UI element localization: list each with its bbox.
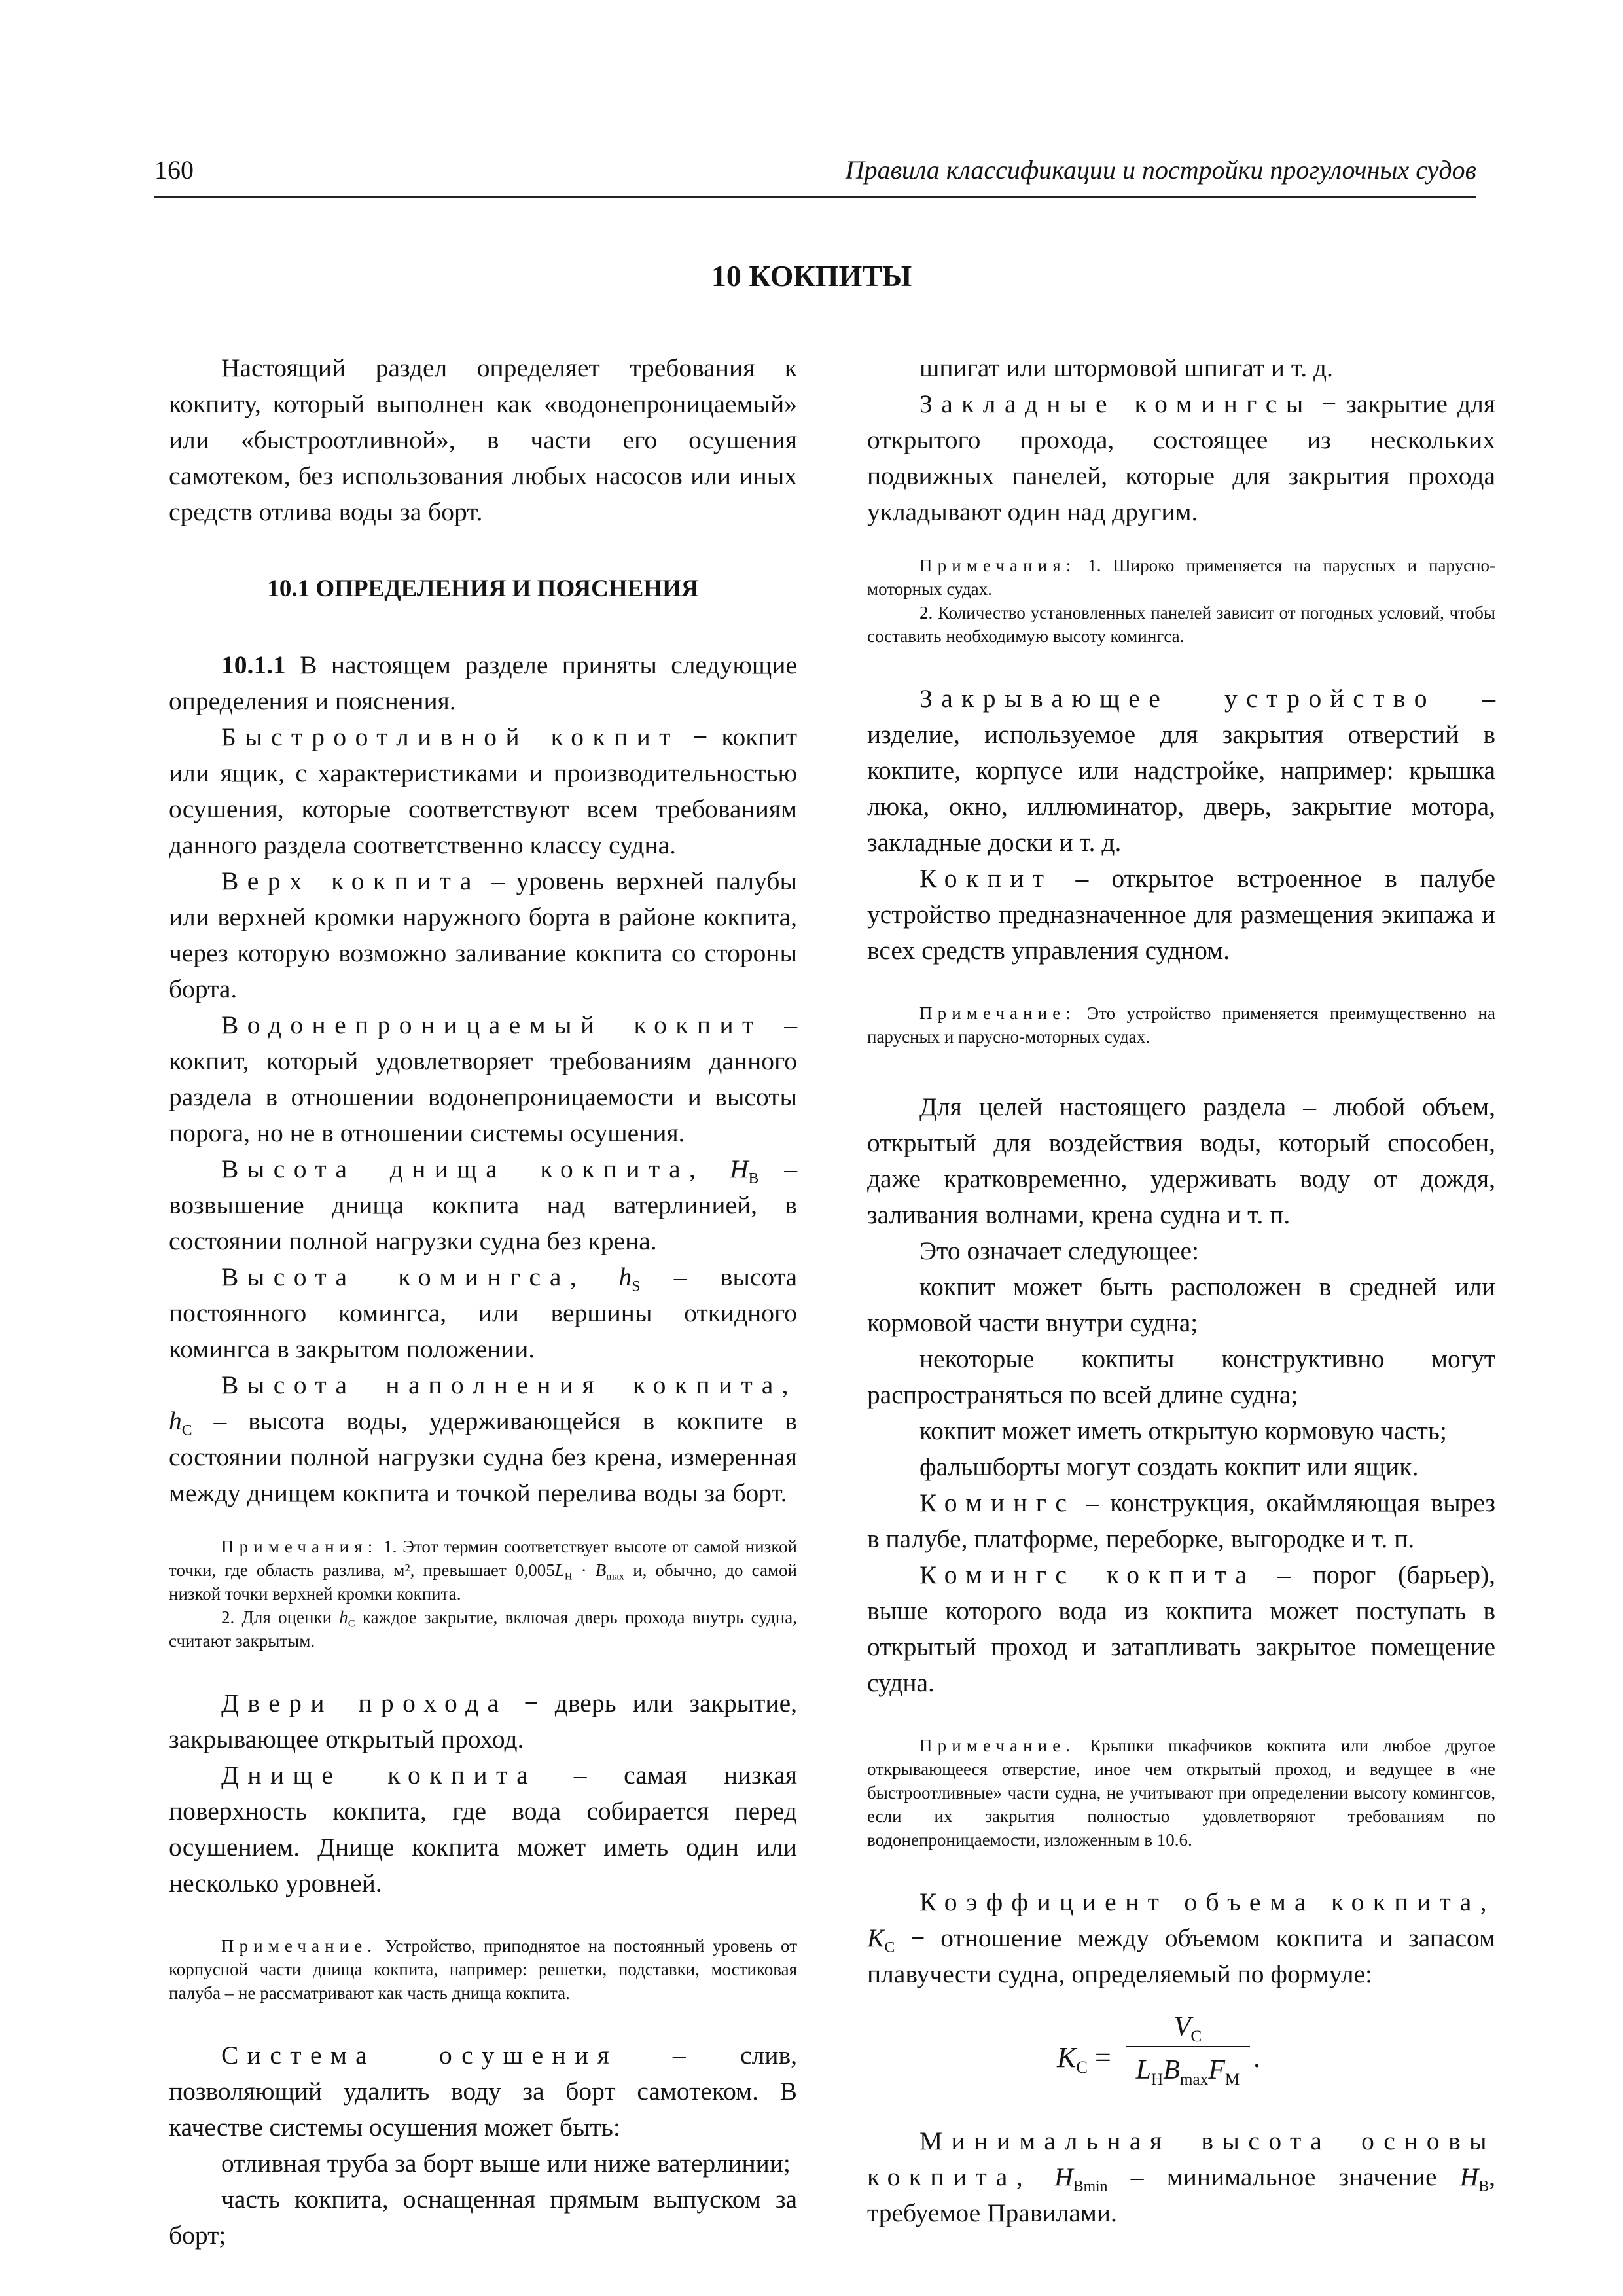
note-fill-height-1: Примечания: 1. Этот термин соответствует высоте от самой низкой точки, где область разлива, м², превышает $0,005L_Н \cdot B_{max}$ и, обычно, до самой низкой точки верхней кромки кокпита. xyxy=(169,1537,797,1604)
chapter-title: 10 КОКПИТЫ xyxy=(711,259,912,293)
term: Двери прохода xyxy=(221,1689,508,1717)
note-label: Примечания: xyxy=(221,1537,378,1556)
left-column xyxy=(169,350,797,2253)
term: Минимальная высота основы кокпита, xyxy=(867,2126,1495,2191)
page-header xyxy=(154,149,1476,198)
formula-fraction xyxy=(1126,2009,1250,2089)
symbol: $H_B$ xyxy=(730,1155,759,1187)
definition-fast-drain-cockpit: Быстроотливной кокпит − кокпит или ящик, с характеристиками и производительностью осушения, которые соответствуют всем требованиям данного раздела соответственно классу судна. xyxy=(169,723,797,859)
symbol: $H_{Bmin}$ xyxy=(1054,2162,1108,2195)
definition-insert-coamings: Закладные комингсы − закрытие для открытого прохода, состоящее из нескольких подвижных панелей, которые для закрытия прохода укладывают один над другим. xyxy=(867,389,1495,526)
term: Высота наполнения кокпита, xyxy=(221,1371,797,1399)
term: Закрывающее устройство xyxy=(919,684,1436,713)
note-cockpit-floor: Примечание. Устройство, приподнятое на постоянный уровень от корпусной части днища кокпита, например: решетки, подставки, мостиковая палуба – не рассматривают как часть днища кокпита. xyxy=(169,1936,797,2003)
right-column xyxy=(867,350,1495,2231)
list-item: некоторые кокпиты конструктивно могут распространяться по всей длине судна; xyxy=(867,1344,1495,1409)
note-label: Примечания: xyxy=(919,556,1077,575)
term: Комингс xyxy=(919,1488,1076,1517)
definition-cockpit-fill-height: Высота наполнения кокпита, $h_C$ – высота воды, удерживающейся в кокпите в состоянии полной нагрузки судна без крена, измеренная между днищем кокпита и точкой перелива воды за борт. xyxy=(169,1371,797,1507)
note-label: Примечание: xyxy=(919,1003,1076,1023)
term: Закладные комингсы xyxy=(919,389,1312,418)
term: Система осушения xyxy=(221,2041,618,2070)
note-cockpit: Примечание: Это устройство применяется преимущественно на парусных и парусно-моторных судах. xyxy=(867,1003,1495,1047)
list-item: часть кокпита, оснащенная прямым выпуском за борт; xyxy=(169,2185,797,2250)
definition-cockpit-top: Верх кокпита – уровень верхней палубы или верхней кромки наружного борта в районе кокпита, через которую возможно заливание кокпита со стороны борта. xyxy=(169,867,797,1003)
list-item: кокпит может иметь открытую кормовую часть; xyxy=(919,1416,1447,1445)
definition-closing-device: Закрывающее устройство – изделие, используемое для закрытия отверстий в кокпите, корпусе или надстройке, например: крышка люка, окно, иллюминатор, дверь, закрытие мотора, закладные доски и т. д. xyxy=(867,684,1495,857)
term: Коэффициент объема кокпита, xyxy=(919,1888,1495,1916)
section-title: 10.1 ОПРЕДЕЛЕНИЯ И ПОЯСНЕНИЯ xyxy=(267,575,699,602)
note-fill-height-2: 2. Для оценки $h_C$ каждое закрытие, включая дверь прохода внутрь судна, считают закрытым. xyxy=(169,1607,797,1651)
definition-cockpit: Кокпит – открытое встроенное в палубе устройство предназначенное для размещения экипажа и всех средств управления судном. xyxy=(867,864,1495,965)
definition-cockpit-floor-height: Высота днища кокпита, $H_B$ – возвышение днища кокпита над ватерлинией, в состоянии полной нагрузки судна без крена. xyxy=(169,1155,797,1255)
list-item: фальшборты могут создать кокпит или ящик. xyxy=(919,1452,1419,1481)
definition-cockpit-coaming: Комингс кокпита – порог (барьер), выше которого вода из кокпита может поступать в открытый проход и затапливать закрытое помещение судна. xyxy=(867,1560,1496,1697)
formula-denominator: $L_HB_{max}F_M$ xyxy=(1135,2055,1240,2089)
means-paragraph: Это означает следующее: xyxy=(919,1236,1200,1265)
term: Быстроотливной кокпит xyxy=(221,723,679,751)
note-insert-coamings-2: 2. Количество установленных панелей зависит от погодных условий, чтобы составить необходимую высоту комингса. xyxy=(867,603,1495,646)
page-number: 160 xyxy=(154,155,194,185)
definition-coaming: Комингс – конструкция, окаймляющая вырез в палубе, платформе, переборке, выгородке и т. п. xyxy=(867,1488,1495,1553)
term: Высота комингса, xyxy=(221,1263,586,1291)
note-insert-coamings-1: Примечания: 1. Широко применяется на парусных и парусно-моторных судах. xyxy=(867,556,1495,599)
definition-passage-door: Двери прохода − дверь или закрытие, закрывающее открытый проход. xyxy=(169,1689,797,1753)
symbol: $h_C$ xyxy=(169,1407,192,1439)
term: Кокпит xyxy=(919,864,1053,893)
purpose-paragraph: Для целей настоящего раздела – любой объем, открытый для воздействия воды, который способен, даже кратковременно, удерживать воду от дождя, заливания волнами, крена судна и т. п. xyxy=(867,1092,1495,1229)
term: Водонепроницаемый кокпит xyxy=(221,1011,762,1039)
formula-numerator: $V_C$ xyxy=(1126,2009,1250,2047)
definition-volume-coefficient: Коэффициент объема кокпита, $K_C$ − отношение между объемом кокпита и запасом плавучести судна, определяемый по формуле: xyxy=(867,1888,1495,1988)
formula-end: . xyxy=(1253,2041,1260,2073)
note-label: Примечание. xyxy=(919,1736,1076,1755)
definition-drain-system: Система осушения – слив, позволяющий удалить воду за борт самотеком. В качестве системы осушения может быть: xyxy=(169,2041,797,2142)
term: Днище кокпита xyxy=(221,1761,537,1789)
list-item: кокпит может быть расположен в средней или кормовой части внутри судна; xyxy=(867,1272,1495,1337)
paragraph-number: 10.1.1 xyxy=(221,651,286,679)
definition-watertight-cockpit: Водонепроницаемый кокпит – кокпит, который удовлетворяет требованиям данного раздела в отношении водонепроницаемости и высоты порога, но не в отношении системы осушения. xyxy=(169,1011,797,1147)
list-item: шпигат или штормовой шпигат и т. д. xyxy=(919,353,1333,382)
formula-lhs: $K_C$ = xyxy=(1057,2041,1111,2077)
note-label: Примечание. xyxy=(221,1936,378,1956)
paragraph-10-1-1: 10.1.1 В настоящем разделе приняты следующие определения и пояснения. xyxy=(169,651,797,715)
list-item: отливная труба за борт выше или ниже ватерлинии; xyxy=(221,2149,791,2178)
volume-coefficient-formula xyxy=(867,2005,1495,2104)
term: Высота днища кокпита, xyxy=(221,1155,705,1183)
note-cockpit-coaming: Примечание. Крышки шкафчиков кокпита или любое другое открывающееся отверстие, иное чем открытый проход, и ведущее в «не быстроотливные» части судна, не учитывают при определении высоту комингсов, если их закрытия полностью удовлетворяют требованиям по водонепроницаемости, изложенным в 10.6. xyxy=(867,1736,1495,1850)
definition-min-floor-height: Минимальная высота основы кокпита, $H_{Bmin}$ – минимальное значение $H_B$, требуемое Правилами. xyxy=(867,2126,1496,2227)
symbol: $h_S$ xyxy=(618,1263,641,1295)
definition-coaming-height: Высота комингса, $h_S$ – высота постоянного комингса, или вершины откидного комингса в закрытом положении. xyxy=(169,1263,797,1363)
term: Верх кокпита xyxy=(221,867,480,895)
intro-paragraph: Настоящий раздел определяет требования к кокпиту, который выполнен как «водонепроницаемый» или «быстроотливной», в части его осушения самотеком, без использования любых насосов или иных средств отлива воды за борт. xyxy=(169,353,797,526)
symbol: $K_C$ xyxy=(867,1924,895,1956)
term: Комингс кокпита xyxy=(919,1560,1256,1589)
definition-cockpit-floor: Днище кокпита – самая низкая поверхность кокпита, где вода собирается перед осушением. Днище кокпита может иметь один или несколько уровней. xyxy=(169,1761,797,1897)
running-title: Правила классификации и постройки прогулочных судов xyxy=(845,155,1476,185)
